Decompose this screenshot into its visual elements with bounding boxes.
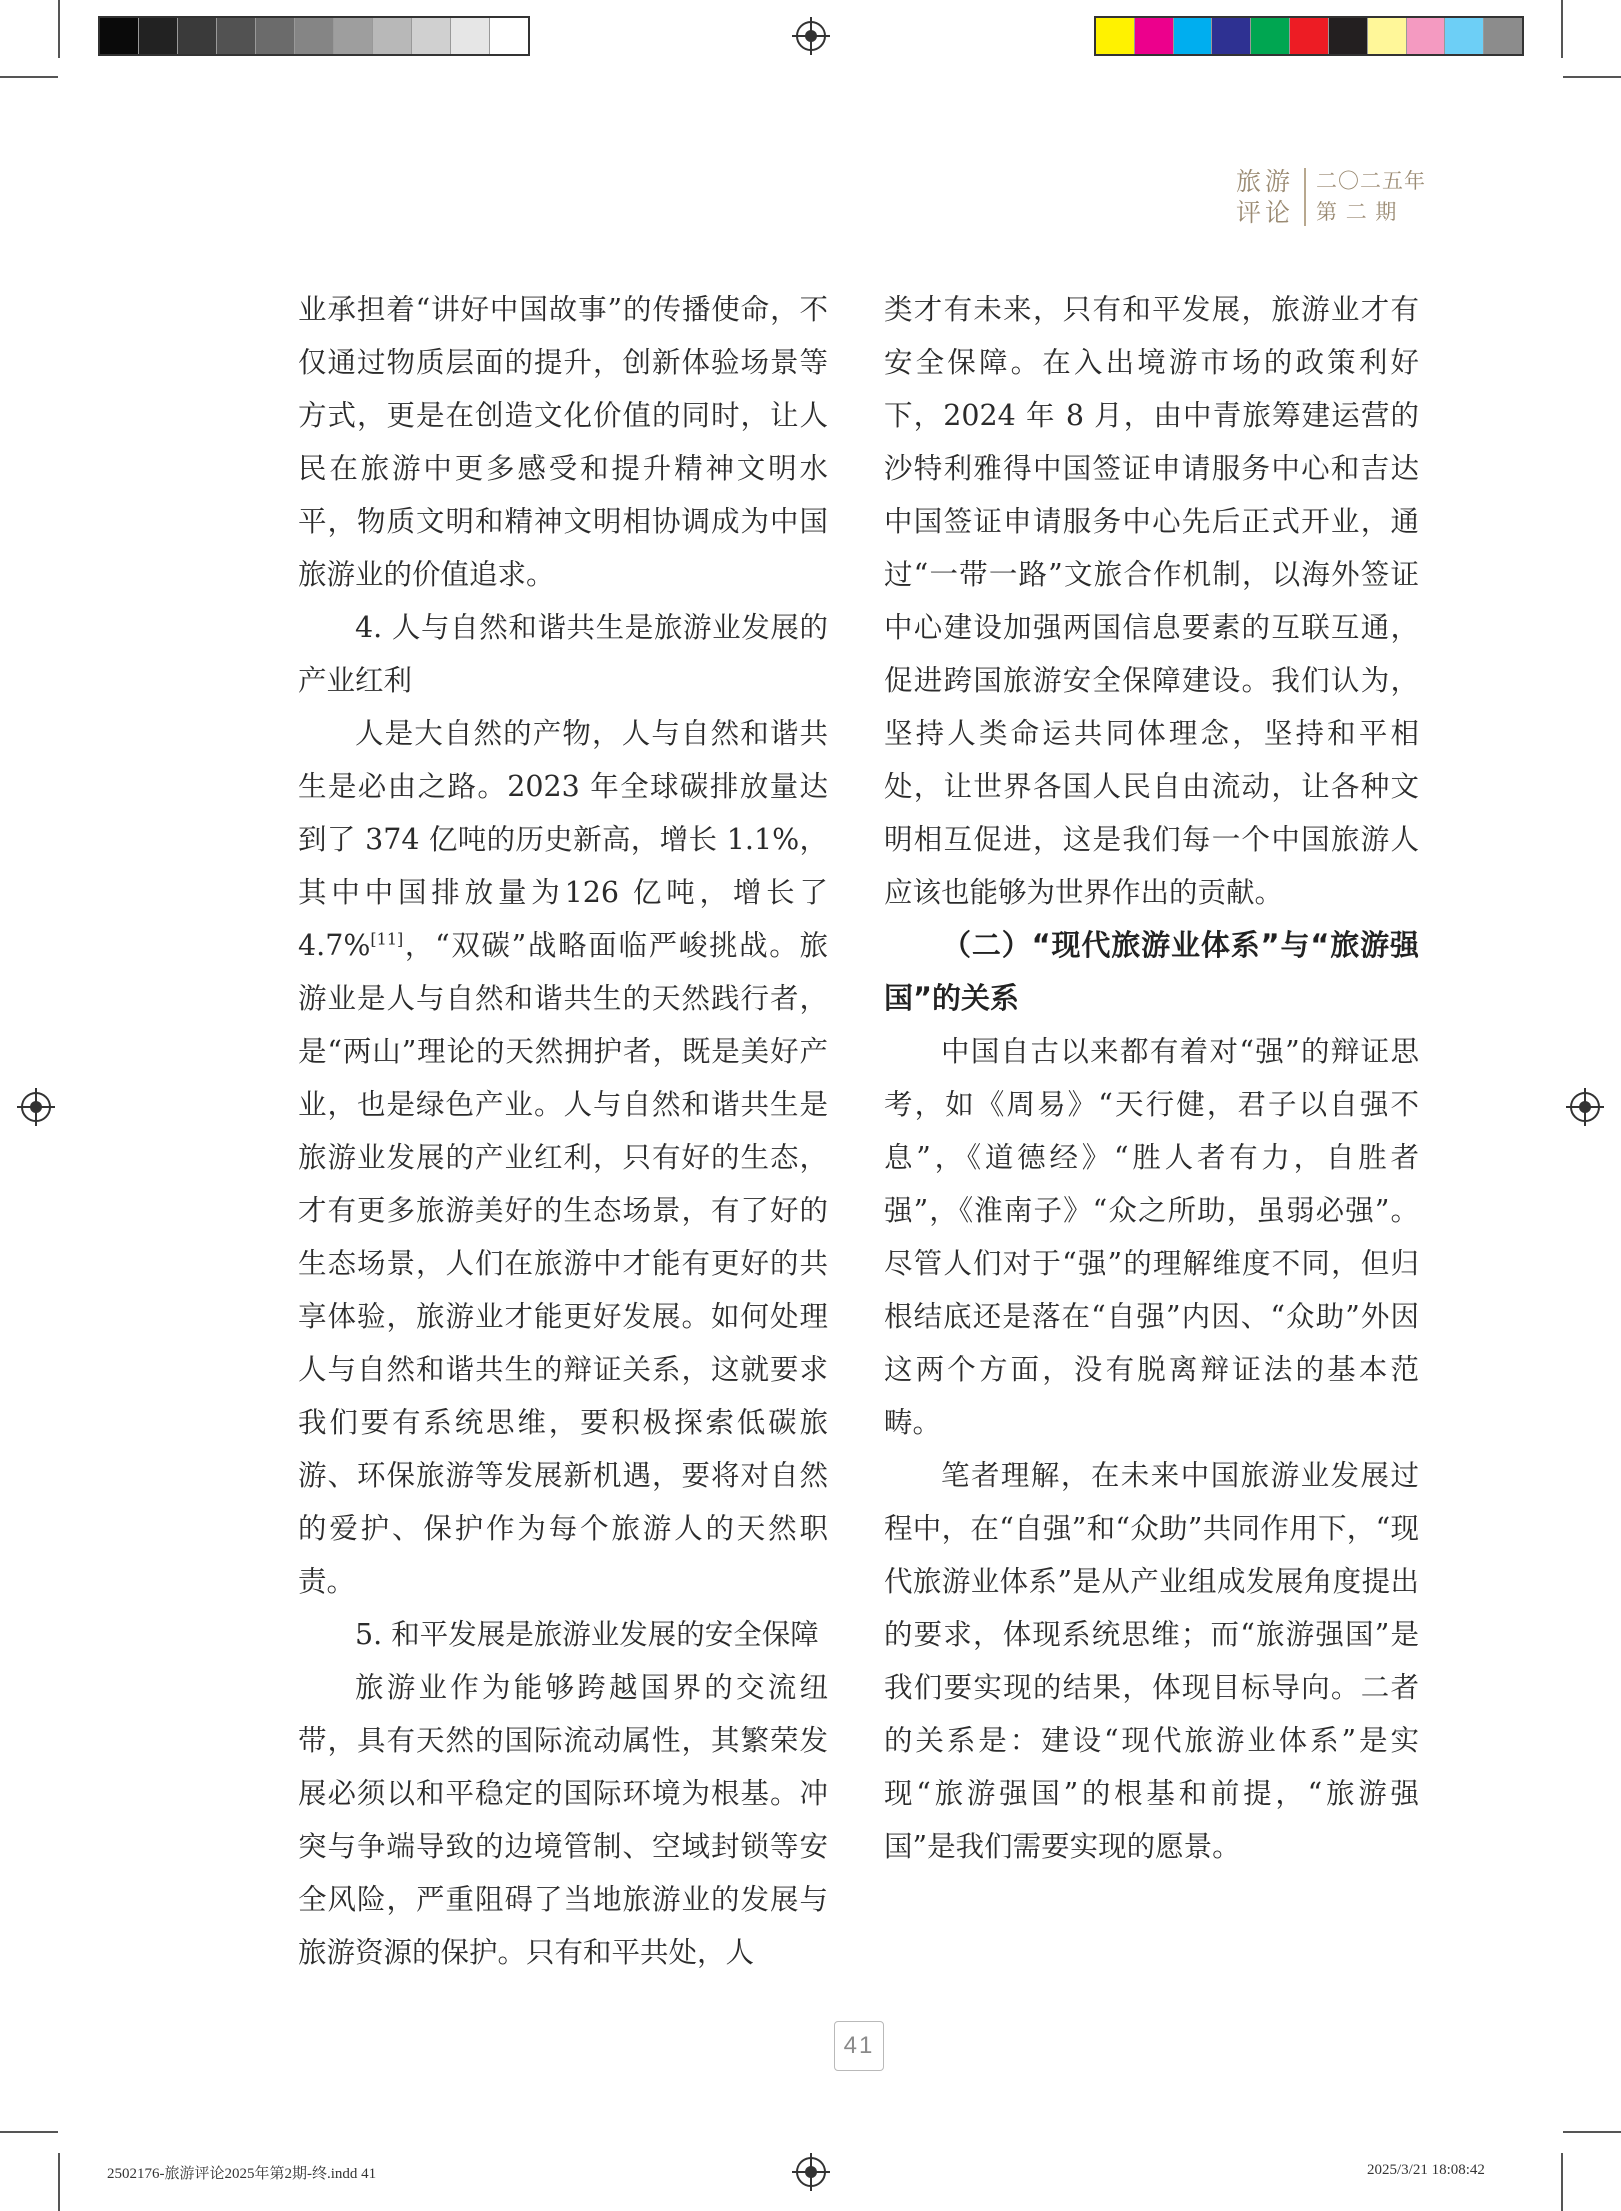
paragraph: 业承担着“讲好中国故事”的传播使命，不仅通过物质层面的提升，创新体验场景等方式，更是在创造文化价值的同时，让人民在旅游中更多感受和提升精神文明水平，物质文明和精神文明相协调成为中国旅游业的价值追求。 xyxy=(298,293,828,591)
registration-mark-icon xyxy=(21,1092,51,1122)
crop-mark xyxy=(0,2131,58,2133)
paragraph: 旅游业作为能够跨越国界的交流纽带，具有天然的国际流动属性，其繁荣发展必须以和平稳定的国际环境为根基。冲突与争端导致的边境管制、空域封锁等安全风险，严重阻碍了当地旅游业的发展与旅游资源的保护。只有和平共处，人 xyxy=(298,1671,828,1969)
issue-year: 二〇二五年 xyxy=(1316,169,1427,193)
color-swatch xyxy=(1211,18,1250,54)
crop-mark xyxy=(1563,76,1621,78)
section-heading: 5. 和平发展是旅游业发展的安全保障 xyxy=(355,1618,819,1651)
color-swatch xyxy=(177,18,216,54)
left-column xyxy=(298,283,828,1979)
right-column xyxy=(884,283,1419,1873)
color-swatch xyxy=(294,18,333,54)
paragraph: 中国自古以来都有着对“强”的辩证思考，如《周易》“天行健，君子以自强不息”，《道德经》“胜人者有力，自胜者强”，《淮南子》“众之所助，虽弱必强”。尽管人们对于“强”的理解维度不同，但归根结底还是落在“自强”内因、“众助”外因这两个方面，没有脱离辩证法的基本范畴。 xyxy=(884,1035,1419,1439)
registration-mark-icon xyxy=(796,2157,826,2187)
grayscale-bar xyxy=(98,16,530,56)
color-swatch xyxy=(1173,18,1212,54)
color-bar xyxy=(1094,16,1524,56)
registration-mark-icon xyxy=(1570,1092,1600,1122)
crop-mark xyxy=(58,0,60,58)
color-swatch xyxy=(1328,18,1367,54)
color-swatch xyxy=(372,18,411,54)
section-heading: 4. 人与自然和谐共生是旅游业发展的产业红利 xyxy=(298,611,828,697)
paragraph: 笔者理解，在未来中国旅游业发展过程中，在“自强”和“众助”共同作用下，“现代旅游业体系”是从产业组成发展角度提出的要求，体现系统思维；而“旅游强国”是我们要实现的结果，体现目标导向。二者的关系是：建设“现代旅游业体系”是实现“旅游强国”的根基和前提，“旅游强国”是我们需要实现的愿景。 xyxy=(884,1459,1419,1863)
color-swatch xyxy=(450,18,489,54)
color-swatch xyxy=(255,18,294,54)
color-swatch xyxy=(333,18,372,54)
color-swatch xyxy=(1250,18,1289,54)
journal-masthead xyxy=(1236,166,1426,228)
print-timestamp: 2025/3/21 18:08:42 xyxy=(1367,2162,1485,2178)
page-number: 41 xyxy=(834,2021,884,2071)
color-swatch xyxy=(138,18,177,54)
color-swatch xyxy=(1444,18,1483,54)
color-swatch xyxy=(1367,18,1406,54)
color-swatch xyxy=(1096,18,1134,54)
paragraph: 类才有未来，只有和平发展，旅游业才有安全保障。在入出境游市场的政策利好下，2024 年 8 月，由中青旅筹建运营的沙特利雅得中国签证申请服务中心和吉达中国签证申请服务中心先后正式开业，通过“一带一路”文旅合作机制，以海外签证中心建设加强两国信息要素的互联互通，促进跨国旅游安全保障建设。我们认为，坚持人类命运共同体理念，坚持和平相处，让世界各国人民自由流动，让各种文明相互促进，这是我们每一个中国旅游人应该也能够为世界作出的贡献。 xyxy=(884,293,1419,909)
color-swatch xyxy=(411,18,450,54)
crop-mark xyxy=(58,2153,60,2211)
color-swatch xyxy=(1483,18,1522,54)
crop-mark xyxy=(1561,2153,1563,2211)
crop-mark xyxy=(1561,0,1563,58)
color-swatch xyxy=(1134,18,1173,54)
footnote-reference: [11] xyxy=(370,929,404,949)
color-swatch xyxy=(100,18,138,54)
crop-mark xyxy=(1563,2131,1621,2133)
journal-name-line1: 旅游 xyxy=(1236,167,1295,196)
subsection-heading: （二）“现代旅游业体系”与“旅游强国”的关系 xyxy=(884,928,1419,1015)
registration-mark-icon xyxy=(796,21,826,51)
file-slug: 2502176-旅游评论2025年第2期-终.indd 41 xyxy=(107,2166,377,2182)
color-swatch xyxy=(1289,18,1328,54)
color-swatch xyxy=(216,18,255,54)
color-swatch xyxy=(1406,18,1445,54)
journal-name-line2: 评论 xyxy=(1236,198,1295,227)
issue-number: 第 二 期 xyxy=(1316,200,1398,224)
paragraph: 人是大自然的产物，人与自然和谐共生是必由之路。2023 年全球碳排放量达到了 374 亿吨的历史新高，增长 1.1%，其中中国排放量为126 亿吨，增长了4.7%[11]，“双碳”战略面临严峻挑战。旅游业是人与自然和谐共生的天然践行者，是“两山”理论的天然拥护者，既是美好产业，也是绿色产业。人与自然和谐共生是旅游业发展的产业红利，只有好的生态，才有更多旅游美好的生态场景，有了好的生态场景，人们在旅游中才能有更好的共享体验，旅游业才能更好发展。如何处理人与自然和谐共生的辩证关系，这就要求我们要有系统思维，要积极探索低碳旅游、环保旅游等发展新机遇，要将对自然的爱护、保护作为每个旅游人的天然职责。 xyxy=(298,717,828,1598)
crop-mark xyxy=(0,76,58,78)
color-swatch xyxy=(489,18,528,54)
